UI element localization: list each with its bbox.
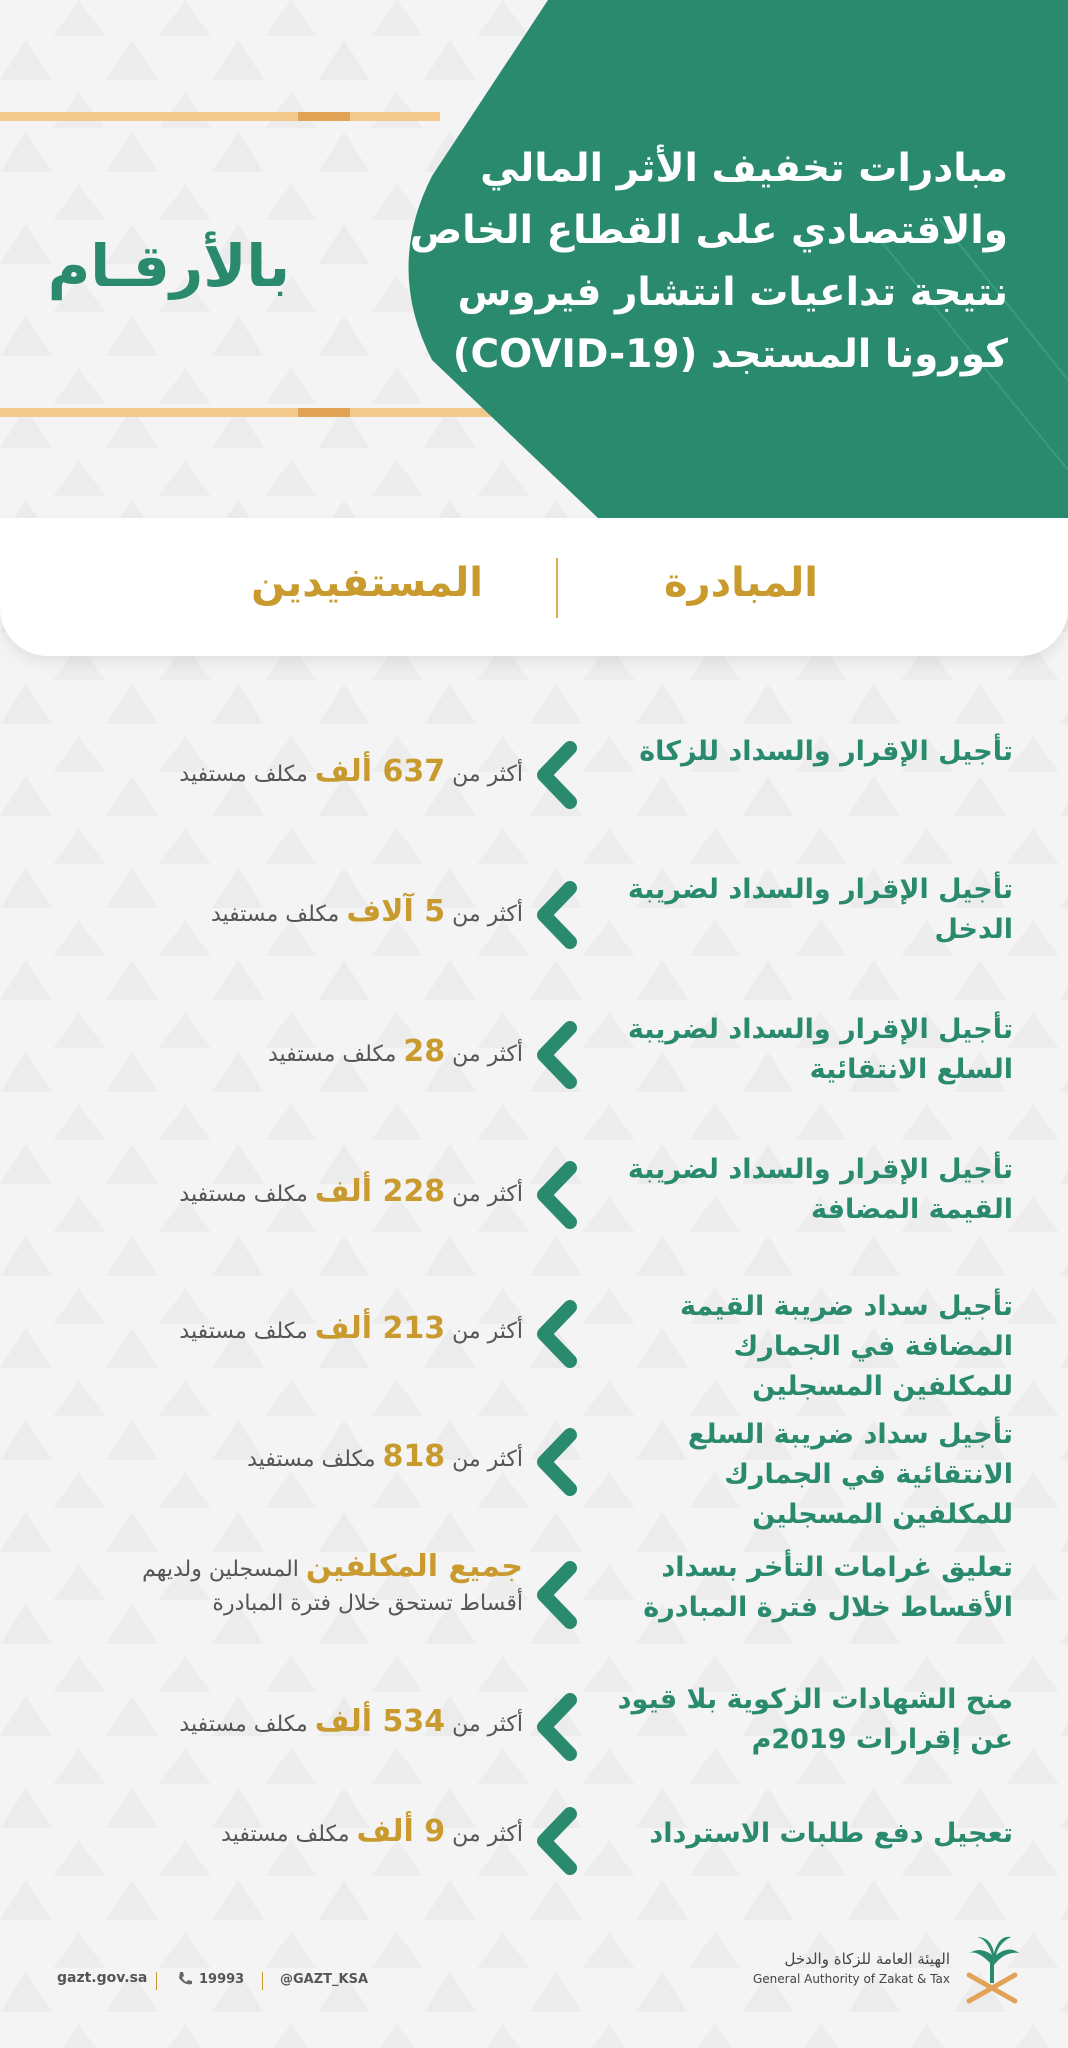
prefix-text: أكثر من [452,902,523,927]
list-item [0,722,1068,842]
beneficiaries-text [73,1032,523,1075]
list-item [0,1140,1068,1260]
initiative-text: منح الشهادات الزكوية بلا قيود عن إقرارات 2019م [617,1684,1013,1755]
count-value: جميع المكلفين [305,1549,523,1584]
footer-divider [262,1972,263,1990]
beneficiaries-text [73,752,523,795]
count-value: 534 ألف [314,1704,446,1739]
prefix-text: أكثر من [452,1712,523,1737]
chevron-left-icon [532,1299,582,1369]
count-value: 5 آلاف [346,894,446,929]
chevron-left-icon [532,740,582,810]
prefix-text: أكثر من [452,1447,523,1472]
count-value: 28 [403,1034,446,1069]
beneficiaries-text [73,1702,523,1745]
list-item [0,1538,1068,1658]
initiative-text: تأجيل الإقرار والسداد لضريبة القيمة المضافة [627,1154,1013,1225]
chevron-left-icon [532,880,582,950]
column-initiative-label: المبادرة [663,560,818,606]
count-value: 228 ألف [314,1174,446,1209]
authority-name-ar: الهيئة العامة للزكاة والدخل [784,1950,950,1968]
list-item [0,1000,1068,1120]
twitter-handle[interactable]: @GAZT_KSA [280,1972,369,1987]
chevron-left-icon [532,1427,582,1497]
list-item [0,1277,1068,1402]
prefix-text: أكثر من [452,1042,523,1067]
page-subtitle: بالأرقـام [47,232,290,300]
prefix-text: أكثر من [452,1182,523,1207]
beneficiaries-text [73,1309,523,1352]
phone-number[interactable]: 19993 [199,1972,245,1987]
beneficiaries-text [73,892,523,935]
list-item [0,1405,1068,1530]
prefix-text: أكثر من [452,1319,523,1344]
chevron-left-icon [532,1692,582,1762]
header [0,0,1068,520]
footer [0,1920,1068,2048]
initiative-text: تأجيل الإقرار والسداد لضريبة الدخل [627,874,1013,945]
suffix-text: مكلف مستفيد [179,762,308,787]
chevron-left-icon [532,1020,582,1090]
list-item [0,1670,1068,1790]
initiative-text: تأجيل الإقرار والسداد لضريبة السلع الانتقائية [627,1014,1013,1085]
website-link[interactable]: gazt.gov.sa [57,1970,148,1986]
suffix-text: مكلف مستفيد [179,1182,308,1207]
phone-icon [176,1970,194,1988]
page-title: مبادرات تخفيف الأثر المالي والاقتصادي على القطاع الخاص نتيجة تداعيات انتشار فيروس كورونا المستجد (COVID-19) [409,146,1008,377]
beneficiaries-text [73,1550,523,1621]
count-value: 637 ألف [314,754,446,789]
beneficiaries-text [73,1812,523,1855]
column-header-card [0,518,1068,656]
suffix-text: المسجلين ولديهم أقساط تستحق خلال فترة المبادرة [142,1557,523,1616]
chevron-left-icon [532,1160,582,1230]
suffix-text: مكلف مستفيد [268,1042,397,1067]
initiative-text: تعليق غرامات التأخر بسداد الأقساط خلال فترة المبادرة [643,1552,1013,1623]
suffix-text: مكلف مستفيد [179,1712,308,1737]
initiative-text: تعجيل دفع طلبات الاسترداد [649,1818,1013,1849]
chevron-left-icon [532,1560,582,1630]
count-value: 818 [382,1439,446,1474]
list-item [0,1790,1068,1910]
initiative-text: تأجيل الإقرار والسداد للزكاة [639,736,1013,767]
prefix-text: أكثر من [452,1822,523,1847]
column-divider [556,558,558,618]
suffix-text: مكلف مستفيد [221,1822,350,1847]
initiative-text: تأجيل سداد ضريبة السلع الانتقائية في الجمارك للمكلفين المسجلين [687,1419,1013,1530]
suffix-text: مكلف مستفيد [210,902,340,927]
beneficiaries-text [73,1172,523,1215]
column-beneficiaries-label: المستفيدين [251,560,483,606]
suffix-text: مكلف مستفيد [247,1447,376,1472]
suffix-text: مكلف مستفيد [179,1319,308,1344]
beneficiaries-text [73,1437,523,1480]
count-value: 9 ألف [356,1814,446,1849]
footer-divider [156,1972,157,1990]
prefix-text: أكثر من [452,762,523,787]
palm-swords-logo [961,1925,1023,2005]
chevron-left-icon [532,1806,582,1876]
initiative-text: تأجيل سداد ضريبة القيمة المضافة في الجمارك للمكلفين المسجلين [679,1291,1013,1402]
count-value: 213 ألف [314,1311,446,1346]
list-item [0,860,1068,980]
authority-name-en: General Authority of Zakat & Tax [753,1972,950,1986]
